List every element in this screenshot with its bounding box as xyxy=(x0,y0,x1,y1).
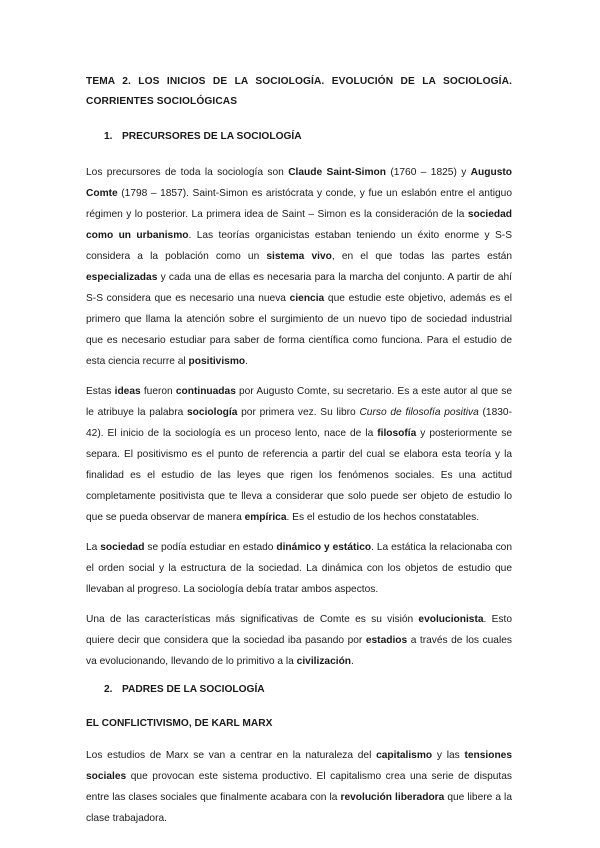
bold-term: ideas xyxy=(114,386,141,397)
bold-term: Augusto Comte xyxy=(86,167,512,199)
text-run: . Es el estudio de los hechos constatables. xyxy=(286,512,480,523)
text-run: (1798 – 1857). Saint-Simon es aristócrata y conde, y fue un eslabón entre el antiguo régimen y lo posterior. La primera idea de Saint – Simon es la consideración de la xyxy=(86,188,512,220)
section-heading-text: PRECURSORES DE LA SOCIOLOGÍA xyxy=(122,131,302,142)
text-run: . xyxy=(351,656,354,667)
text-run: Los precursores de toda la sociología son xyxy=(86,167,289,178)
text-run: . Las teorías organicistas estaban teniendo un éxito enorme y S-S considera a la población como un xyxy=(86,230,512,262)
text-run: Una de las características más significativas de Comte es su visión xyxy=(86,614,419,625)
text-run: (1830-42). El inicio de la sociología es un proceso lento, nace de la xyxy=(86,407,512,439)
bold-term: civilización xyxy=(296,656,352,667)
bold-term: filosofía xyxy=(377,428,417,439)
bold-term: tensiones sociales xyxy=(86,750,513,782)
text-run: a través de los cuales va evolucionando, llevando de lo primitivo a la xyxy=(86,635,512,667)
bold-term: capitalismo xyxy=(376,750,433,761)
book-title: Curso de filosofía positiva xyxy=(359,407,479,418)
text-run: que provocan este sistema productivo. El capitalismo crea una serie de disputas entre las clases sociales que finalmente acabara con la xyxy=(86,771,512,803)
bold-term: evolucionista xyxy=(418,614,484,625)
text-run: que estudie este objetivo, además es el primero que llama la atención sobre el surgimiento de un nuevo tipo de sociedad industrial que es necesario estudiar para saber de forma científica como funciona. Para el estudio de esta ciencia recurre al xyxy=(86,293,513,367)
subheading-conflictivismo: EL CONFLICTIVISMO, DE KARL MARX xyxy=(86,718,273,729)
bold-term: revolución liberadora xyxy=(340,792,445,803)
text-run: La xyxy=(86,542,101,553)
text-run: (1760 – 1825) y xyxy=(385,167,471,178)
text-run: . Esto quiere decir que considera que la sociedad iba pasando por xyxy=(86,614,513,646)
text-run: y cada una de ellas es necesaria para la marcha del conjunto. A partir de ahí S-S considera que es necesario una nueva xyxy=(86,272,512,304)
text-run: fueron xyxy=(140,386,176,397)
bold-term: ciencia xyxy=(289,293,325,304)
bold-term: continuadas xyxy=(175,386,236,397)
bold-term: sociedad xyxy=(100,542,145,553)
bold-term: sociología xyxy=(187,407,238,418)
paragraph-marx xyxy=(86,745,512,829)
text-run: y las xyxy=(432,750,465,761)
section-heading-padres xyxy=(86,681,512,699)
text-run: por Augusto Comte, su secretario. Es a este autor al que se le atribuye la palabra xyxy=(86,386,512,418)
bold-term: Claude Saint-Simon xyxy=(288,167,386,178)
text-run: Los estudios de Marx se van a centrar en la naturaleza del xyxy=(86,750,377,761)
bold-term: especializadas xyxy=(86,272,158,283)
text-run: , en el que todas las partes están xyxy=(331,251,513,262)
text-run: se podía estudiar en estado xyxy=(144,542,277,553)
section-number: 1. xyxy=(104,131,113,142)
paragraph-comte xyxy=(86,381,512,528)
text-run: y posteriormente se separa. El positivismo es el punto de referencia a partir del cual se elabora esta teoría y la finalidad es el estudio de las leyes que rigen los fenómenos sociales. Es una actitud completamente positivista que te lleva a considerar que solo puede ser objeto de estudio lo que se pueda observar de manera xyxy=(86,428,513,523)
bold-term: empírica xyxy=(244,512,287,523)
paragraph-evolucionismo xyxy=(86,609,512,672)
bold-term: estadios xyxy=(365,635,408,646)
section-number: 2. xyxy=(104,684,113,695)
bold-term: positivismo xyxy=(188,356,246,367)
text-run: Estas xyxy=(86,386,115,397)
document-title: TEMA 2. LOS INICIOS DE LA SOCIOLOGÍA. EVOLUCIÓN DE LA SOCIOLOGÍA. CORRIENTES SOCIOLÓGICAS xyxy=(86,76,512,107)
paragraph-saint-simon xyxy=(86,162,512,372)
section-heading-precursores xyxy=(86,128,512,146)
section-heading-text: PADRES DE LA SOCIOLOGÍA xyxy=(122,684,265,695)
text-run: . La estática la relacionaba con el orden social y la estructura de la sociedad. La dinámica con los objetos de estudio que llevaban al progreso. La sociología debía tratar ambos aspectos. xyxy=(86,542,513,595)
bold-term: sociedad como un urbanismo xyxy=(86,209,512,241)
bold-term: dinámico y estático xyxy=(276,542,372,553)
text-run: . xyxy=(245,356,248,367)
text-run: que libere a la clase trabajadora. xyxy=(86,792,512,824)
paragraph-sociedad-estados xyxy=(86,537,512,600)
bold-term: sistema vivo xyxy=(266,251,332,262)
text-run: por primera vez. Su libro xyxy=(237,407,360,418)
